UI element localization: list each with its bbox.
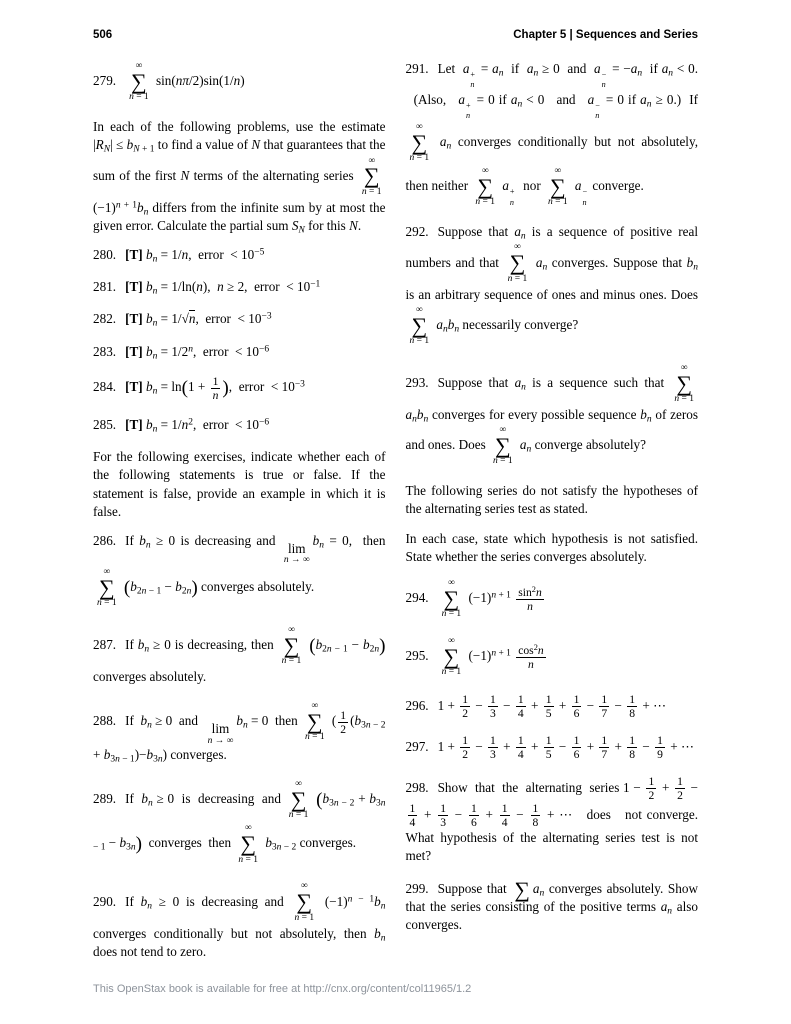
exercise-289 xyxy=(93,778,386,866)
instruction-paragraph: The following series do not satisfy the hypotheses of the alternating series test as stated. xyxy=(405,483,698,517)
exercise-body: ∞ ∑ n = 1 $(-1)^{n + 1}$ $\frac{\cos^2n}{n}$ xyxy=(441,636,544,678)
page-header xyxy=(93,29,698,41)
page-number: 506 xyxy=(93,29,113,41)
exercise-number: 290. xyxy=(93,893,117,909)
exercise-number: 281. xyxy=(93,279,117,295)
left-column xyxy=(93,60,386,975)
exercise-number: 283. xyxy=(93,343,117,359)
exercise-body: Suppose that ∑ $a_n$ converges absolutely. Show that the series consisting of the positive terms $a_n$ also converges. xyxy=(405,878,698,933)
exercise-number: 287. xyxy=(93,636,117,652)
instruction-paragraph: For the following exercises, indicate whether each of the following statements is true or false. If the statement is false, provide an example in which it is false. xyxy=(93,449,386,519)
exercise-body: [T] $b_n = 1/2^n$, error < $10^{-6}$ xyxy=(125,343,270,362)
exercise-body: Let a + n = $a_n$ if $a_n \ge 0$ and a − n = $-a_n$ if $a_n < 0$. (Also, a + n = 0 if $a_n < 0$ and a − n = 0 if $a_n \ge 0$.) If ∞ ∑ n = 1 $a_n$ converges conditionally but not absolutely, then neither ∞ ∑ n = 1 a + n nor ∞ ∑ n = 1 a − n converge. xyxy=(405,61,699,208)
exercise-number: 282. xyxy=(93,311,117,327)
exercise-294 xyxy=(406,577,699,621)
exercise-281 xyxy=(93,278,386,296)
exercise-288 xyxy=(93,700,386,764)
exercise-291 xyxy=(406,60,699,209)
right-column xyxy=(406,60,699,975)
exercise-286 xyxy=(93,532,386,610)
exercise-293 xyxy=(406,362,699,468)
exercise-282 xyxy=(93,310,386,328)
exercise-body: ∞ ∑ n = 1 $(-1)^{n + 1}$ $\frac{\sin^2n}{n}$ xyxy=(441,578,542,620)
exercise-body: [T] $b_n = 1/√n$, error < $10^{-3}$ xyxy=(125,311,272,330)
exercise-body: [T] $b_n = 1/\ln(n)$, n ≥ 2, error < $10^{-1}$ xyxy=(125,279,321,297)
exercise-number: 292. xyxy=(405,224,429,240)
exercise-299 xyxy=(406,880,699,935)
exercise-body: ∞ ∑ n = 1 sin(nπ/2)sin(1/n) xyxy=(129,61,245,103)
exercise-body: If $b_n \ge 0$ is decreasing, then ∞ ∑ n = 1 $(b_{2n - 1} - b_{2n})$ converges absolutely. xyxy=(93,624,386,684)
exercise-285 xyxy=(93,416,386,434)
footer-attribution: This OpenStax book is available for free at http://cnx.org/content/col11965/1.2 xyxy=(93,983,472,995)
exercise-number: 289. xyxy=(93,791,117,807)
chapter-title: Chapter 5 | Sequences and Series xyxy=(513,29,698,41)
exercise-body: 1 + $\frac{1}{2}$ − $\frac{1}{3}$ − $\frac{1}{4}$ + $\frac{1}{5}$ + $\frac{1}{6}$ − $\frac{1}{7}$ − $\frac{1}{8}$ + ⋯ xyxy=(437,693,667,721)
exercise-283 xyxy=(93,343,386,361)
exercise-290 xyxy=(93,880,386,961)
exercise-number: 288. xyxy=(93,713,117,729)
exercise-292 xyxy=(406,223,699,348)
exercise-number: 294. xyxy=(405,590,429,606)
exercise-body: [T] $b_n = \ln(1$ + $\frac{1}{n}$ ), error < $10^{-3}$ xyxy=(125,374,305,402)
page-footer xyxy=(93,983,471,995)
exercise-body: [T] $b_n = 1/n^2$, error < $10^{-6}$ xyxy=(125,416,270,435)
exercise-number: 299. xyxy=(405,880,429,896)
exercise-280 xyxy=(93,246,386,264)
exercise-279 xyxy=(93,60,386,104)
instruction-paragraph: In each case, state which hypothesis is not satisfied. State whether the series converges absolutely. xyxy=(405,530,698,564)
exercise-body: [T] $b_n = 1/n$, error < $10^{-5}$ xyxy=(125,247,265,265)
exercise-body: If $b_n \ge 0$ and lim n → ∞ $b_n = 0$ then ∞ ∑ n = 1 ( $\frac{1}{2}$ $(b_{3n - 2} + b_{3n - 1})-b_{3n}$) converges. xyxy=(93,701,386,765)
exercise-298 xyxy=(406,775,699,865)
exercise-number: 298. xyxy=(405,779,429,795)
exercise-body: 1 + $\frac{1}{2}$ − $\frac{1}{3}$ + $\frac{1}{4}$ + $\frac{1}{5}$ − $\frac{1}{6}$ + $\frac{1}{7}$ + $\frac{1}{8}$ − $\frac{1}{9}$ + ⋯ xyxy=(437,734,695,762)
exercise-number: 297. xyxy=(405,738,429,754)
exercise-number: 296. xyxy=(405,697,429,713)
exercise-body: Suppose that $a_n$ is a sequence of positive real numbers and that ∞ ∑ n = 1 $a_n$ converges. Suppose that $b_n$ is an arbitrary sequence of ones and minus ones. Does ∞ ∑ n = 1 $a_nb_n$ necessarily converge? xyxy=(405,224,699,346)
exercise-number: 291. xyxy=(405,61,429,76)
exercise-297 xyxy=(406,734,699,761)
exercise-284 xyxy=(93,375,386,402)
exercise-295 xyxy=(406,635,699,679)
exercise-body: If $b_n \ge 0$ is decreasing and ∞ ∑ n = 1 $(-1)^{n - 1}b_n$ converges conditionally but not absolutely, then $b_n$ does not tend to zero. xyxy=(93,881,386,959)
exercise-number: 286. xyxy=(93,533,117,548)
exercise-number: 280. xyxy=(93,247,117,263)
exercise-number: 284. xyxy=(93,379,117,395)
exercise-body: Suppose that $a_n$ is a sequence such that ∞ ∑ n = 1 $a_nb_n$ converges for every possible sequence $b_n$ of zeros and ones. Does ∞ ∑ n = 1 $a_n$ converge absolutely? xyxy=(405,362,699,467)
exercise-number: 293. xyxy=(405,374,429,390)
exercise-287 xyxy=(93,624,386,686)
two-column-layout xyxy=(93,60,698,975)
instruction-paragraph: In each of the following problems, use the estimate $|R_N| \le b_{N + 1}$ to find a value of N that guarantees that the sum of the first N terms of the alternating series ∞ ∑ n = 1 $(-1)^{n + 1}b_n$ differs from the infinite sum by at most the given error. Calculate the partial sum $S_N$ for this N. xyxy=(93,119,386,236)
exercise-number: 285. xyxy=(93,416,117,432)
exercise-number: 279. xyxy=(93,73,117,89)
exercise-body: Show that the alternating series 1 − $\frac{1}{2}$ + $\frac{1}{2}$ − $\frac{1}{4}$ + $\frac{1}{3}$ − $\frac{1}{6}$ + $\frac{1}{4}$ − $\frac{1}{8}$ + ⋯ does not converge. What hypothesis of the alternating series test is not met? xyxy=(405,775,699,864)
exercise-number: 295. xyxy=(405,648,429,664)
exercise-body: If $b_n \ge 0$ is decreasing and lim n → ∞ $b_n = 0$, then ∞ ∑ n = 1 $(b_{2n - 1} - b_{2n})$ converges absolutely. xyxy=(97,533,386,608)
exercise-296 xyxy=(406,693,699,720)
exercise-body: If $b_n \ge 0$ is decreasing and ∞ ∑ n = 1 $(b_{3n - 2} + b_{3n - 1} - b_{3n})$ converges then ∞ ∑ n = 1 $b_{3n - 2}$ converges. xyxy=(93,779,386,865)
